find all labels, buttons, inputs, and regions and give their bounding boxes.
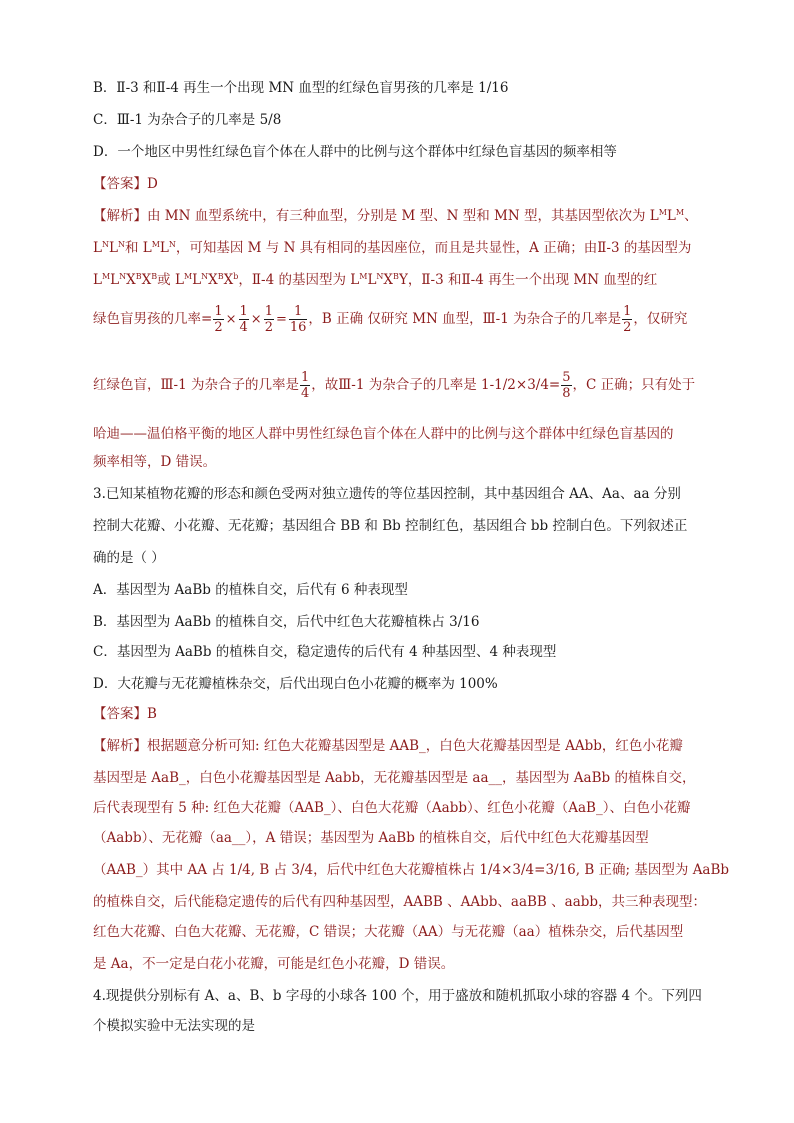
q2-option-d: D．一个地区中男性红绿色盲个体在人群中的比例与这个群体中红绿色盲基因的频率相等	[93, 144, 617, 160]
q3-analysis-line-4: （Aabb）、无花瓣（aa__），A 错误；基因型为 AaBb 的植株自交，后代中红色大花瓣基因型	[93, 830, 649, 846]
q3-analysis-line-7: 红色大花瓣、白色大花瓣、无花瓣，C 错误；大花瓣（AA）与无花瓣（aa）植株杂交，后代基因型	[93, 924, 684, 940]
fraction: $\frac{1}{4}$	[300, 370, 310, 401]
fraction: $\frac{1}{16}$	[289, 304, 307, 335]
q2-answer	[93, 174, 158, 194]
q3-stem-line-2: 控制大花瓣、小花瓣、无花瓣；基因组合 BB 和 Bb 控制红色，基因组合 bb 控制白色。下列叙述正	[93, 518, 688, 534]
q3-option-a: A．基因型为 AaBb 的植株自交，后代有 6 种表现型	[93, 582, 408, 598]
q2-analysis-line-6: 哈迪——温伯格平衡的地区人群中男性红绿色盲个体在人群中的比例与这个群体中红绿色盲基因的	[93, 426, 674, 442]
answer-value: D	[147, 176, 158, 192]
fraction: $\frac{5}{8}$	[562, 370, 571, 401]
q4-stem-line-1: 4.现提供分别标有 A、a、B、b 字母的小球各 100 个，用于盛放和随机抓取小球的容器 4 个。下列四	[93, 988, 702, 1004]
q4-stem-line-2: 个模拟实验中无法实现的是	[93, 1018, 255, 1034]
answer-tag: 【答案】	[93, 176, 147, 192]
fraction: $\frac{1}{2}$	[214, 304, 223, 335]
q3-answer	[93, 704, 157, 724]
q2-analysis-line-1: 【解析】由 MN 血型系统中，有三种血型，分别是 M 型、N 型和 MN 型，其基因型依次为 $L^ML^M$、	[93, 208, 698, 224]
q3-option-b: B．基因型为 AaBb 的植株自交，后代中红色大花瓣植株占 3/16	[93, 614, 480, 630]
answer-tag: 【答案】	[93, 706, 147, 722]
q2-option-c: C．Ⅲ-1 为杂合子的几率是 5/8	[93, 112, 282, 128]
fraction: $\frac{1}{2}$	[623, 304, 632, 335]
q2-analysis-line-4: 绿色盲男孩的几率= $\frac{1}{2}$ × $\frac{1}{4}$ × $\frac{1}{2}$ = $\frac{1}{16}$ ，B 正确 仅研究 MN 血型，Ⅲ-1 为杂合子的几率是 $\frac{1}{2}$ ，仅研究	[93, 304, 688, 335]
answer-value: B	[147, 706, 157, 722]
q2-analysis-line-3: $L^ML^NX^BX^B$或 $L^ML^NX^BX^b$，Ⅱ-4 的基因型为 $L^ML^NX^BY$，Ⅱ-3 和Ⅱ-4 再生一个出现 MN 血型的红	[93, 272, 658, 288]
q3-stem-line-3: 确的是（ ）	[93, 550, 165, 566]
q3-analysis-line-6: 的植株自交，后代能稳定遗传的后代有四种基因型，AABB 、AAbb、aaBB 、aabb，共三种表现型：	[93, 894, 707, 910]
q3-stem-line-1: 3.已知某植物花瓣的形态和颜色受两对独立遗传的等位基因控制，其中基因组合 AA、Aa、aa 分别	[93, 486, 681, 502]
q2-analysis-line-5: 红绿色盲，Ⅲ-1 为杂合子的几率是 $\frac{1}{4}$ ，故Ⅲ-1 为杂合子的几率是 1-1/2×3/4= $\frac{5}{8}$ ，C 正确；只有处于	[93, 370, 696, 401]
q3-analysis-line-1: 【解析】根据题意分析可知: 红色大花瓣基因型是 AAB_，白色大花瓣基因型是 AAbb，红色小花瓣	[93, 738, 683, 754]
q2-option-b: B．Ⅱ-3 和Ⅱ-4 再生一个出现 MN 血型的红绿色盲男孩的几率是 1/16	[93, 80, 509, 96]
analysis-tag: 【解析】	[93, 738, 147, 754]
q2-analysis-line-2: $L^NL^N$和 $L^ML^N$，可知基因 M 与 N 具有相同的基因座位，而且是共显性，A 正确；由Ⅱ-3 的基因型为	[93, 240, 692, 256]
q3-analysis-line-8: 是 Aa，不一定是白花小花瓣，可能是红色小花瓣，D 错误。	[93, 956, 455, 972]
analysis-tag: 【解析】	[93, 208, 147, 224]
q2-analysis-line-7: 频率相等，D 错误。	[93, 454, 217, 470]
fraction: $\frac{1}{4}$	[239, 304, 248, 335]
q3-analysis-line-5: （AAB_）其中 AA 占 1/4, B 占 3/4，后代中红色大花瓣植株占 1/4×3/4=3/16, B 正确; 基因型为 AaBb	[93, 862, 730, 878]
q3-analysis-line-3: 后代表现型有 5 种: 红色大花瓣（AAB_）、白色大花瓣（Aabb）、红色小花瓣（AaB_）、白色小花瓣	[93, 800, 691, 816]
q3-analysis-line-2: 基因型是 AaB_，白色小花瓣基因型是 Aabb，无花瓣基因型是 aa__，基因型为 AaBb 的植株自交，	[93, 770, 696, 786]
q3-option-c: C．基因型为 AaBb 的植株自交，稳定遗传的后代有 4 种基因型、4 种表现型	[93, 644, 557, 660]
fraction: $\frac{1}{2}$	[264, 304, 273, 335]
q3-option-d: D．大花瓣与无花瓣植株杂交，后代出现白色小花瓣的概率为 100%	[93, 676, 498, 692]
